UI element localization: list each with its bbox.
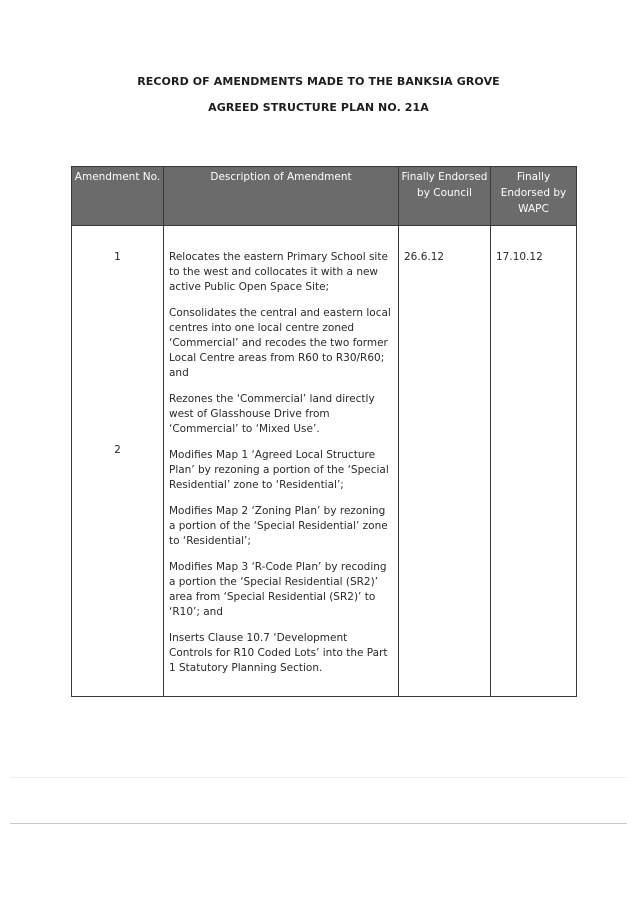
header-description: Description of Amendment [164, 167, 399, 226]
council-endorsement-date: 26.6.12 [404, 251, 445, 263]
header-endorsed-wapc: Finally Endorsed by WAPC [491, 167, 577, 226]
header-amendment-no: Amendment No. [72, 167, 164, 226]
description-paragraph: Inserts Clause 10.7 ‘Development Controls for R10 Coded Lots’ into the Part 1 Statutory Planning Section. [169, 632, 388, 674]
description-paragraph: Consolidates the central and eastern local centres into one local centre zoned ‘Commercial’ and recodes the two former Local Centre areas from R60 to R30/R60; and [169, 307, 391, 379]
document-title: RECORD OF AMENDMENTS MADE TO THE BANKSIA GROVE [137, 75, 500, 88]
description-paragraph: Modifies Map 1 ‘Agreed Local Structure Plan’ by rezoning a portion of the ‘Special Residential’ zone to ‘Residential’; [169, 449, 389, 491]
document-subtitle: AGREED STRUCTURE PLAN NO. 21A [208, 101, 429, 114]
wapc-date-cell [491, 249, 577, 697]
description-paragraph: Modifies Map 2 ‘Zoning Plan’ by rezoning a portion of the ‘Special Residential’ zone to ‘Residential’; [169, 505, 388, 547]
amendment-number: 2 [114, 444, 121, 456]
table-spacer-row [72, 226, 577, 250]
scan-artifact-line [10, 777, 627, 778]
amendments-table [71, 166, 577, 697]
description-paragraph: Relocates the eastern Primary School site to the west and collocates it with a new active Public Open Space Site; [169, 251, 388, 293]
scan-artifact-line [10, 823, 627, 824]
council-date-cell [399, 249, 491, 697]
table-row [72, 249, 577, 697]
amendment-number: 1 [114, 251, 121, 263]
amendment-number-cell [72, 249, 164, 697]
header-endorsed-council: Finally Endorsed by Council [399, 167, 491, 226]
wapc-endorsement-date: 17.10.12 [496, 251, 543, 263]
description-paragraph: Modifies Map 3 ‘R-Code Plan’ by recoding a portion the ‘Special Residential (SR2)’ area from ‘Special Residential (SR2)’ to ‘R10’; and [169, 561, 387, 618]
description-cell [164, 249, 399, 697]
table-header-row [72, 167, 577, 226]
description-paragraph: Rezones the ‘Commercial’ land directly west of Glasshouse Drive from ‘Commercial’ to ‘Mixed Use’. [169, 393, 375, 435]
